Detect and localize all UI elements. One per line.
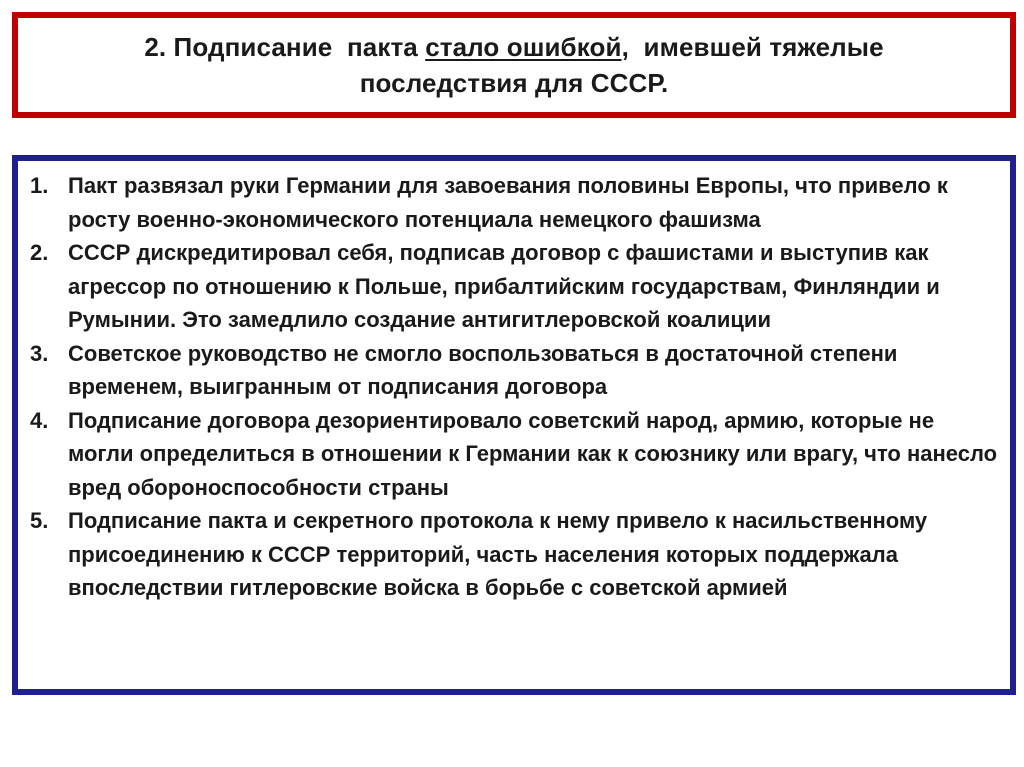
title-part-2: , имевшей тяжелые: [621, 32, 884, 62]
item-number: 3.: [30, 340, 49, 366]
title-underlined-phrase: стало ошибкой: [425, 32, 622, 62]
item-text: Советское руководство не смогло воспользоваться в достаточной степени временем, выигранным от подписания договора: [68, 340, 898, 399]
item-text: Пакт развязал руки Германии для завоевания половины Европы, что привело к росту военно-экономического потенциала немецкого фашизма: [68, 173, 948, 232]
consequences-list: [18, 161, 1010, 605]
item-text: Подписание договора дезориентировало советский народ, армию, которые не могли определиться в отношении к Германии как к союзнику или врагу, что нанесло вред обороноспособности страны: [68, 407, 998, 500]
consequence-item-5: [30, 504, 1000, 605]
slide-title: [144, 29, 883, 101]
item-number: 2.: [30, 240, 49, 265]
consequence-item-3: [30, 337, 1000, 404]
consequence-item-4: [30, 404, 1000, 505]
item-number: 5.: [30, 508, 49, 533]
consequence-item-1: [30, 169, 1000, 236]
item-text: Подписание пакта и секретного протокола к нему привело к насильственному присоединению к СССР территорий, часть населения которых поддержала впоследствии гитлеровские войска в борьбе с советской армией: [68, 508, 928, 600]
consequence-item-2: [30, 236, 1000, 337]
title-frame: [12, 12, 1016, 118]
item-number: 1.: [30, 173, 49, 198]
consequences-frame: [12, 155, 1016, 695]
title-line-2: последствия для СССР.: [359, 68, 669, 98]
item-text: СССР дискредитировал себя, подписав договор с фашистами и выступив как агрессор по отношению к Польше, прибалтийским государствам, Финляндии и Румынии. Это замедлило создание антигитлеровской коалиции: [68, 240, 940, 332]
title-part-1: 2. Подписание пакта: [144, 32, 426, 62]
item-number: 4.: [30, 407, 49, 433]
